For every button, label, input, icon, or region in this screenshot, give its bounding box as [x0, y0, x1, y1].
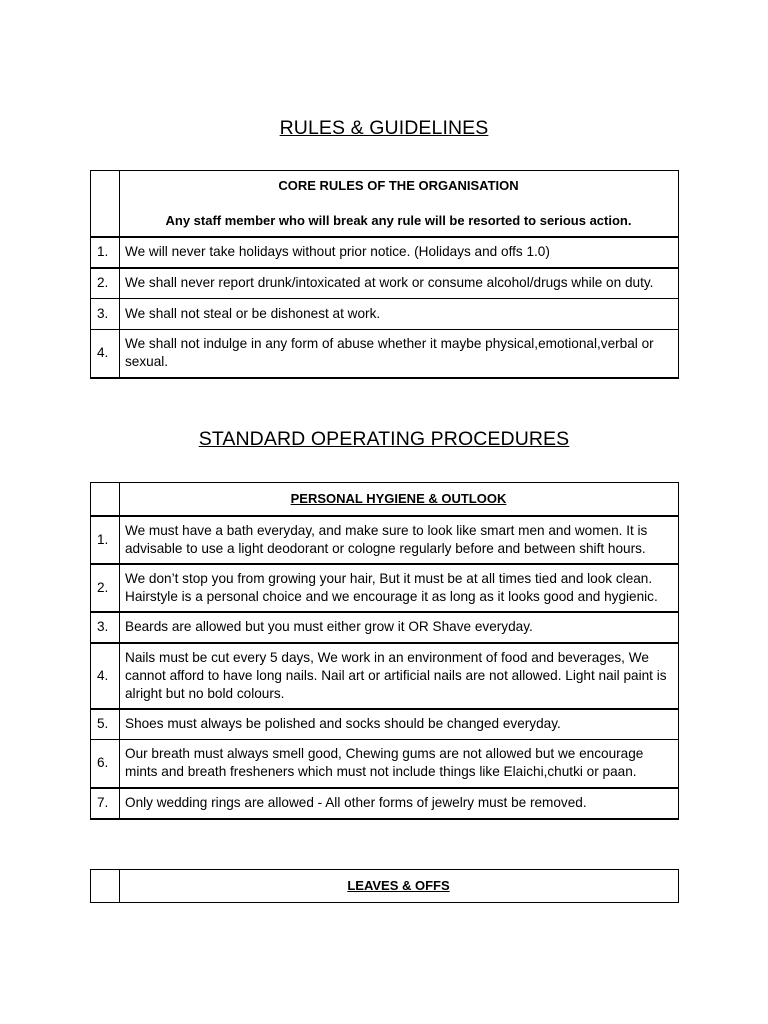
leaves-offs-heading: LEAVES & OFFS [347, 878, 450, 893]
table-row [91, 612, 679, 643]
core-rules-heading: CORE RULES OF THE ORGANISATION [278, 177, 519, 193]
row-number: 1. [91, 516, 120, 564]
row-number: 2. [91, 564, 120, 612]
header-text-cell [120, 483, 679, 516]
row-number: 2. [91, 268, 120, 299]
table-header-row [91, 483, 679, 516]
row-number: 1. [91, 237, 120, 268]
header-number-cell [91, 870, 120, 903]
table-row [91, 709, 679, 740]
table-row [91, 564, 679, 612]
row-number: 6. [91, 740, 120, 788]
table-row [91, 643, 679, 709]
row-text: Shoes must always be polished and socks should be changed everyday. [120, 709, 679, 740]
table-row [91, 516, 679, 564]
table-row [91, 299, 679, 330]
table-header-row [91, 870, 679, 903]
row-text: We shall not steal or be dishonest at work. [120, 299, 679, 330]
row-number: 4. [91, 643, 120, 709]
row-number: 4. [91, 330, 120, 378]
core-rules-table [90, 170, 679, 379]
row-text: We don’t stop you from growing your hair, But it must be at all times tied and look clean. Hairstyle is a personal choice and we encourage it as long as it looks good and hygienic. [120, 564, 679, 612]
row-number: 5. [91, 709, 120, 740]
core-rules-subheading: Any staff member who will break any rule will be resorted to serious action. [165, 212, 632, 228]
personal-hygiene-table [90, 482, 679, 820]
table-row [91, 237, 679, 268]
header-text-cell [120, 870, 679, 903]
row-text: We will never take holidays without prior notice. (Holidays and offs 1.0) [120, 237, 679, 268]
row-text: We shall never report drunk/intoxicated at work or consume alcohol/drugs while on duty. [120, 268, 679, 299]
sop-title: STANDARD OPERATING PROCEDURES [198, 428, 570, 450]
table-row [91, 788, 679, 819]
row-number: 7. [91, 788, 120, 819]
row-text: We shall not indulge in any form of abuse whether it maybe physical,emotional,verbal or sexual. [120, 330, 679, 378]
header-text-cell [120, 171, 679, 237]
row-text: We must have a bath everyday, and make sure to look like smart men and women. It is advisable to use a light deodorant or cologne regularly before and between shift hours. [120, 516, 679, 564]
table-row [91, 740, 679, 788]
header-number-cell [91, 171, 120, 237]
row-text: Only wedding rings are allowed - All other forms of jewelry must be removed. [120, 788, 679, 819]
table-row [91, 330, 679, 378]
table-header-row [91, 171, 679, 237]
header-number-cell [91, 483, 120, 516]
personal-hygiene-heading: PERSONAL HYGIENE & OUTLOOK [290, 490, 507, 506]
leaves-offs-table [90, 869, 679, 903]
table-row [91, 268, 679, 299]
rules-title: RULES & GUIDELINES [279, 117, 489, 139]
row-number: 3. [91, 612, 120, 643]
row-text: Beards are allowed but you must either grow it OR Shave everyday. [120, 612, 679, 643]
row-text: Nails must be cut every 5 days, We work in an environment of food and beverages, We cannot afford to have long nails. Nail art or artificial nails are not allowed. Light nail paint is alright but no bold colours. [120, 643, 679, 709]
row-number: 3. [91, 299, 120, 330]
row-text: Our breath must always smell good, Chewing gums are not allowed but we encourage mints and breath fresheners which must not include things like Elaichi,chutki or paan. [120, 740, 679, 788]
